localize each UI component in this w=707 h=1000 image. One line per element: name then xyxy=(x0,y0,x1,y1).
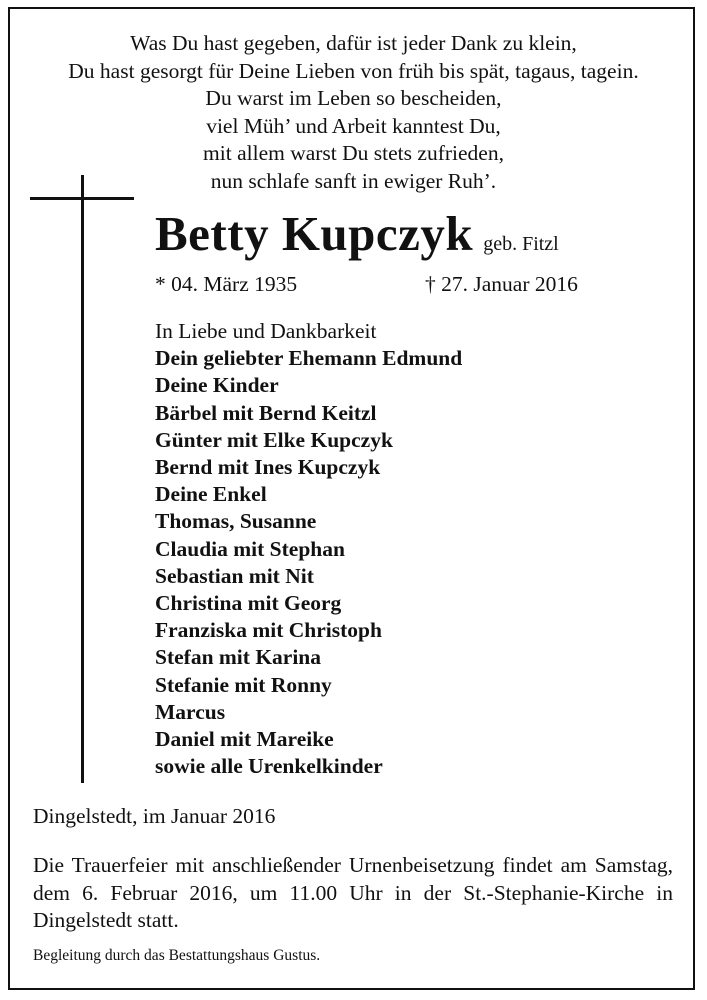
mourner-line: Christina mit Georg xyxy=(155,591,342,616)
death-date: † 27. Januar 2016 xyxy=(425,272,578,296)
mourner-line: Daniel mit Mareike xyxy=(155,727,334,752)
place-date: Dingelstedt, im Januar 2016 xyxy=(33,804,276,828)
cross-icon xyxy=(81,175,84,783)
mourner-line: Franziska mit Christoph xyxy=(155,618,382,643)
poem-line: viel Müh’ und Arbeit kanntest Du, xyxy=(206,113,501,138)
mourner-line: Deine Kinder xyxy=(155,373,279,398)
mourner-line: Sebastian mit Nit xyxy=(155,563,314,588)
poem xyxy=(20,30,687,195)
deceased-name: Betty Kupczyk xyxy=(155,206,474,261)
mourner-line: Thomas, Susanne xyxy=(155,509,317,534)
mourner-line: Marcus xyxy=(155,699,226,724)
poem-line: Du hast gesorgt für Deine Lieben von früh bis spät, tagaus, tagein. xyxy=(68,58,639,83)
mourner-line: Stefanie mit Ronny xyxy=(155,672,332,697)
mourner-line: Stefan mit Karina xyxy=(155,645,322,670)
mourner-line: Günter mit Elke Kupczyk xyxy=(155,427,393,452)
maiden-name: geb. Fitzl xyxy=(483,233,559,255)
mourner-line: Dein geliebter Ehemann Edmund xyxy=(155,346,463,371)
deceased-heading xyxy=(155,205,559,262)
mourners-list xyxy=(155,318,462,780)
poem-line: Du warst im Leben so bescheiden, xyxy=(205,86,502,110)
poem-line: nun schlafe sanft in ewiger Ruh’. xyxy=(210,168,497,193)
mourners-intro: In Liebe und Dankbarkeit xyxy=(155,319,377,343)
mourner-line: Claudia mit Stephan xyxy=(155,536,345,561)
poem-line: mit allem warst Du stets zufrieden, xyxy=(203,141,504,165)
mourner-line: sowie alle Urenkelkinder xyxy=(155,754,383,779)
birth-date: * 04. März 1935 xyxy=(155,272,298,296)
poem-line: Was Du hast gegeben, dafür ist jeder Dank zu klein, xyxy=(130,31,577,55)
mourner-line: Bärbel mit Bernd Keitzl xyxy=(155,400,377,425)
funeral-notice: Die Trauerfeier mit anschließender Urnenbeisetzung findet am Samstag, dem 6. Februar 2016, um 11.00 Uhr in der St.-Stephanie-Kirche in Dingelstedt statt. xyxy=(33,853,673,932)
mourner-line: Bernd mit Ines Kupczyk xyxy=(155,455,381,480)
cross-icon-bar xyxy=(30,197,134,200)
undertaker-note: Begleitung durch das Bestattungshaus Gustus. xyxy=(33,947,321,964)
mourner-line: Deine Enkel xyxy=(155,482,267,507)
